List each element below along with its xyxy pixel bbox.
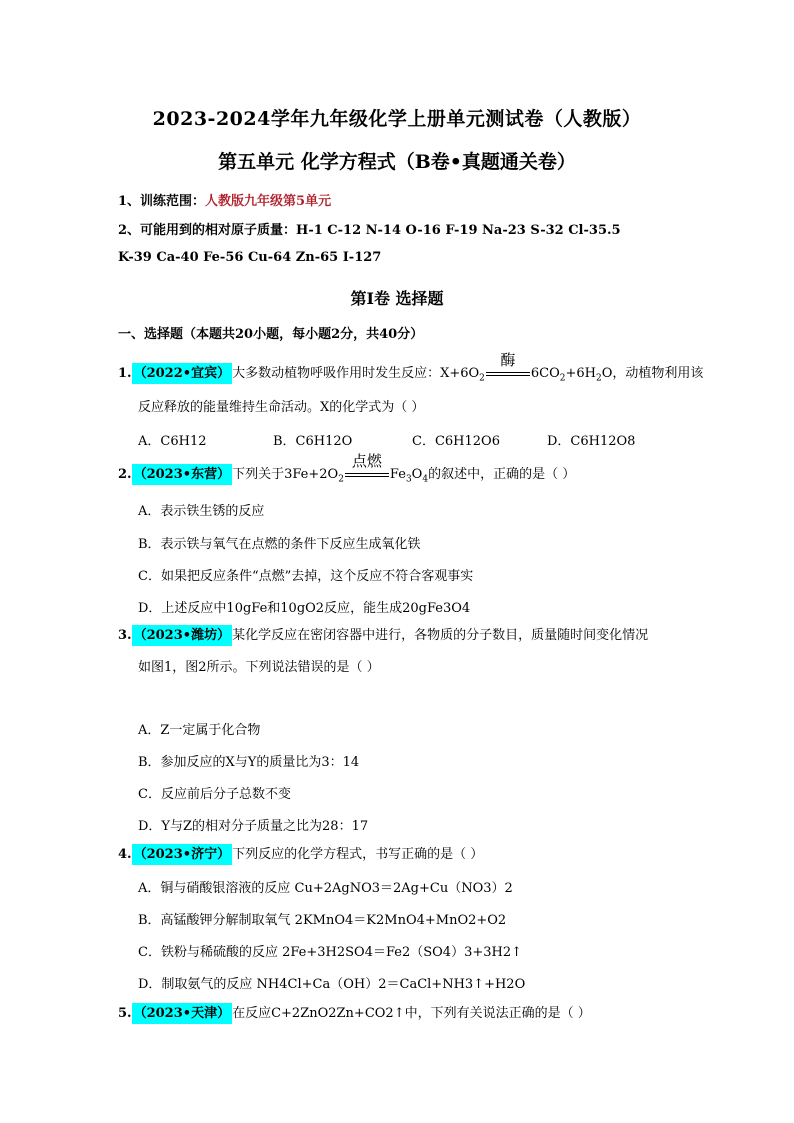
source-tag: （2023•天津） xyxy=(132,1003,233,1024)
option-a: A．Z一定属于化合物 xyxy=(138,723,261,738)
reaction-condition: 酶 xyxy=(485,366,531,381)
question-number: 2. xyxy=(118,467,132,482)
source-tag: （2023•潍坊） xyxy=(132,625,233,646)
option-a: A．C6H12 xyxy=(138,434,207,449)
question-4 xyxy=(118,843,483,862)
equals-sign xyxy=(486,372,530,376)
option-d: D．制取氨气的反应 NH4Cl+Ca（OH）2＝CaCl+NH3↑+H2O xyxy=(138,977,526,992)
question-1: 1. （2022•宜宾） 大多数动植物呼吸作用时发生反应：$X+6O_2$ 酶 $6CO_2+6H_2O$，动植物利用该 xyxy=(118,351,704,384)
option-b: B．参加反应的X与Y的质量比为3：14 xyxy=(138,755,360,770)
section-title: 第Ⅰ卷 选择题 xyxy=(350,289,444,308)
option-b: B．C6H12O xyxy=(273,434,353,449)
option-b: B．表示铁与氧气在点燃的条件下反应生成氧化铁 xyxy=(138,537,421,552)
question-2: 2. （2023•东营） 下列关于$3Fe+2O_2$ 点燃 $Fe_3O_4$的叙述中，正确的是（ ） xyxy=(118,452,576,485)
question-number: 4. xyxy=(118,847,132,862)
option-c: C．反应前后分子总数不变 xyxy=(138,787,291,802)
exam-subtitle: 第五单元 化学方程式（B卷•真题通关卷） xyxy=(218,151,576,173)
option-d: D．上述反应中10gFe和10gO2反应，能生成20gFe3O4 xyxy=(138,601,471,616)
question-5 xyxy=(118,1002,591,1021)
option-a: A．铜与硝酸银溶液的反应 Cu+2AgNO3＝2Ag+Cu（NO3）2 xyxy=(138,881,513,896)
option-b: B．高锰酸钾分解制取氧气 2KMnO4＝K2MnO4+MnO2+O2 xyxy=(138,913,507,928)
question-3-line-2: 如图1，图2所示。下列说法错误的是（ ） xyxy=(138,660,380,675)
question-number: 5. xyxy=(118,1006,132,1021)
question-text: 某化学反应在密闭容器中进行，各物质的分子数目，质量随时间变化情况 xyxy=(232,628,649,643)
equals-sign xyxy=(345,473,389,477)
atomic-mass-line-1: 2、可能用到的相对原子质量：H-1 C-12 N-14 O-16 F-19 Na-23 S-32 Cl-35.5 xyxy=(118,223,621,238)
question-text: 下列关于3Fe+2O xyxy=(232,467,339,482)
option-c: C．铁粉与稀硫酸的反应 2Fe+3H2SO4＝Fe2（SO4）3+3H2↑ xyxy=(138,945,523,960)
option-a: A．表示铁生锈的反应 xyxy=(138,504,265,519)
source-tag: （2023•东营） xyxy=(132,464,233,485)
reaction-condition: 点燃 xyxy=(344,467,390,482)
question-1-line-2: 反应释放的能量维持生命活动。X的化学式为（ ） xyxy=(138,400,425,415)
option-c: C．如果把反应条件“点燃”去掉，这个反应不符合客观事实 xyxy=(138,569,474,584)
option-d: D．Y与Z的相对分子质量之比为28：17 xyxy=(138,819,369,834)
source-tag: （2022•宜宾） xyxy=(132,363,233,384)
question-text: 在反应C+2ZnO2Zn+CO2↑中，下列有关说法正确的是（ ） xyxy=(232,1006,591,1021)
source-tag: （2023•济宁） xyxy=(132,844,233,865)
atomic-mass-line-2: K-39 Ca-40 Fe-56 Cu-64 Zn-65 I-127 xyxy=(118,250,382,265)
training-scope xyxy=(118,190,331,209)
question-number: 3. xyxy=(118,628,132,643)
exam-title: 2023-2024学年九年级化学上册单元测试卷（人教版） xyxy=(152,108,642,130)
scope-value: 人教版九年级第5单元 xyxy=(205,194,332,209)
scope-label: 1、训练范围： xyxy=(118,194,206,209)
question-number: 1. xyxy=(118,366,132,381)
option-c: C．C6H12O6 xyxy=(412,434,500,449)
question-text: 下列反应的化学方程式，书写正确的是（ ） xyxy=(232,847,484,862)
question-3 xyxy=(118,624,648,643)
option-d: D．C6H12O8 xyxy=(547,434,636,449)
section-instructions: 一、选择题（本题共20小题，每小题2分，共40分） xyxy=(118,327,424,342)
question-text: 大多数动植物呼吸作用时发生反应：X+6O xyxy=(232,366,480,381)
